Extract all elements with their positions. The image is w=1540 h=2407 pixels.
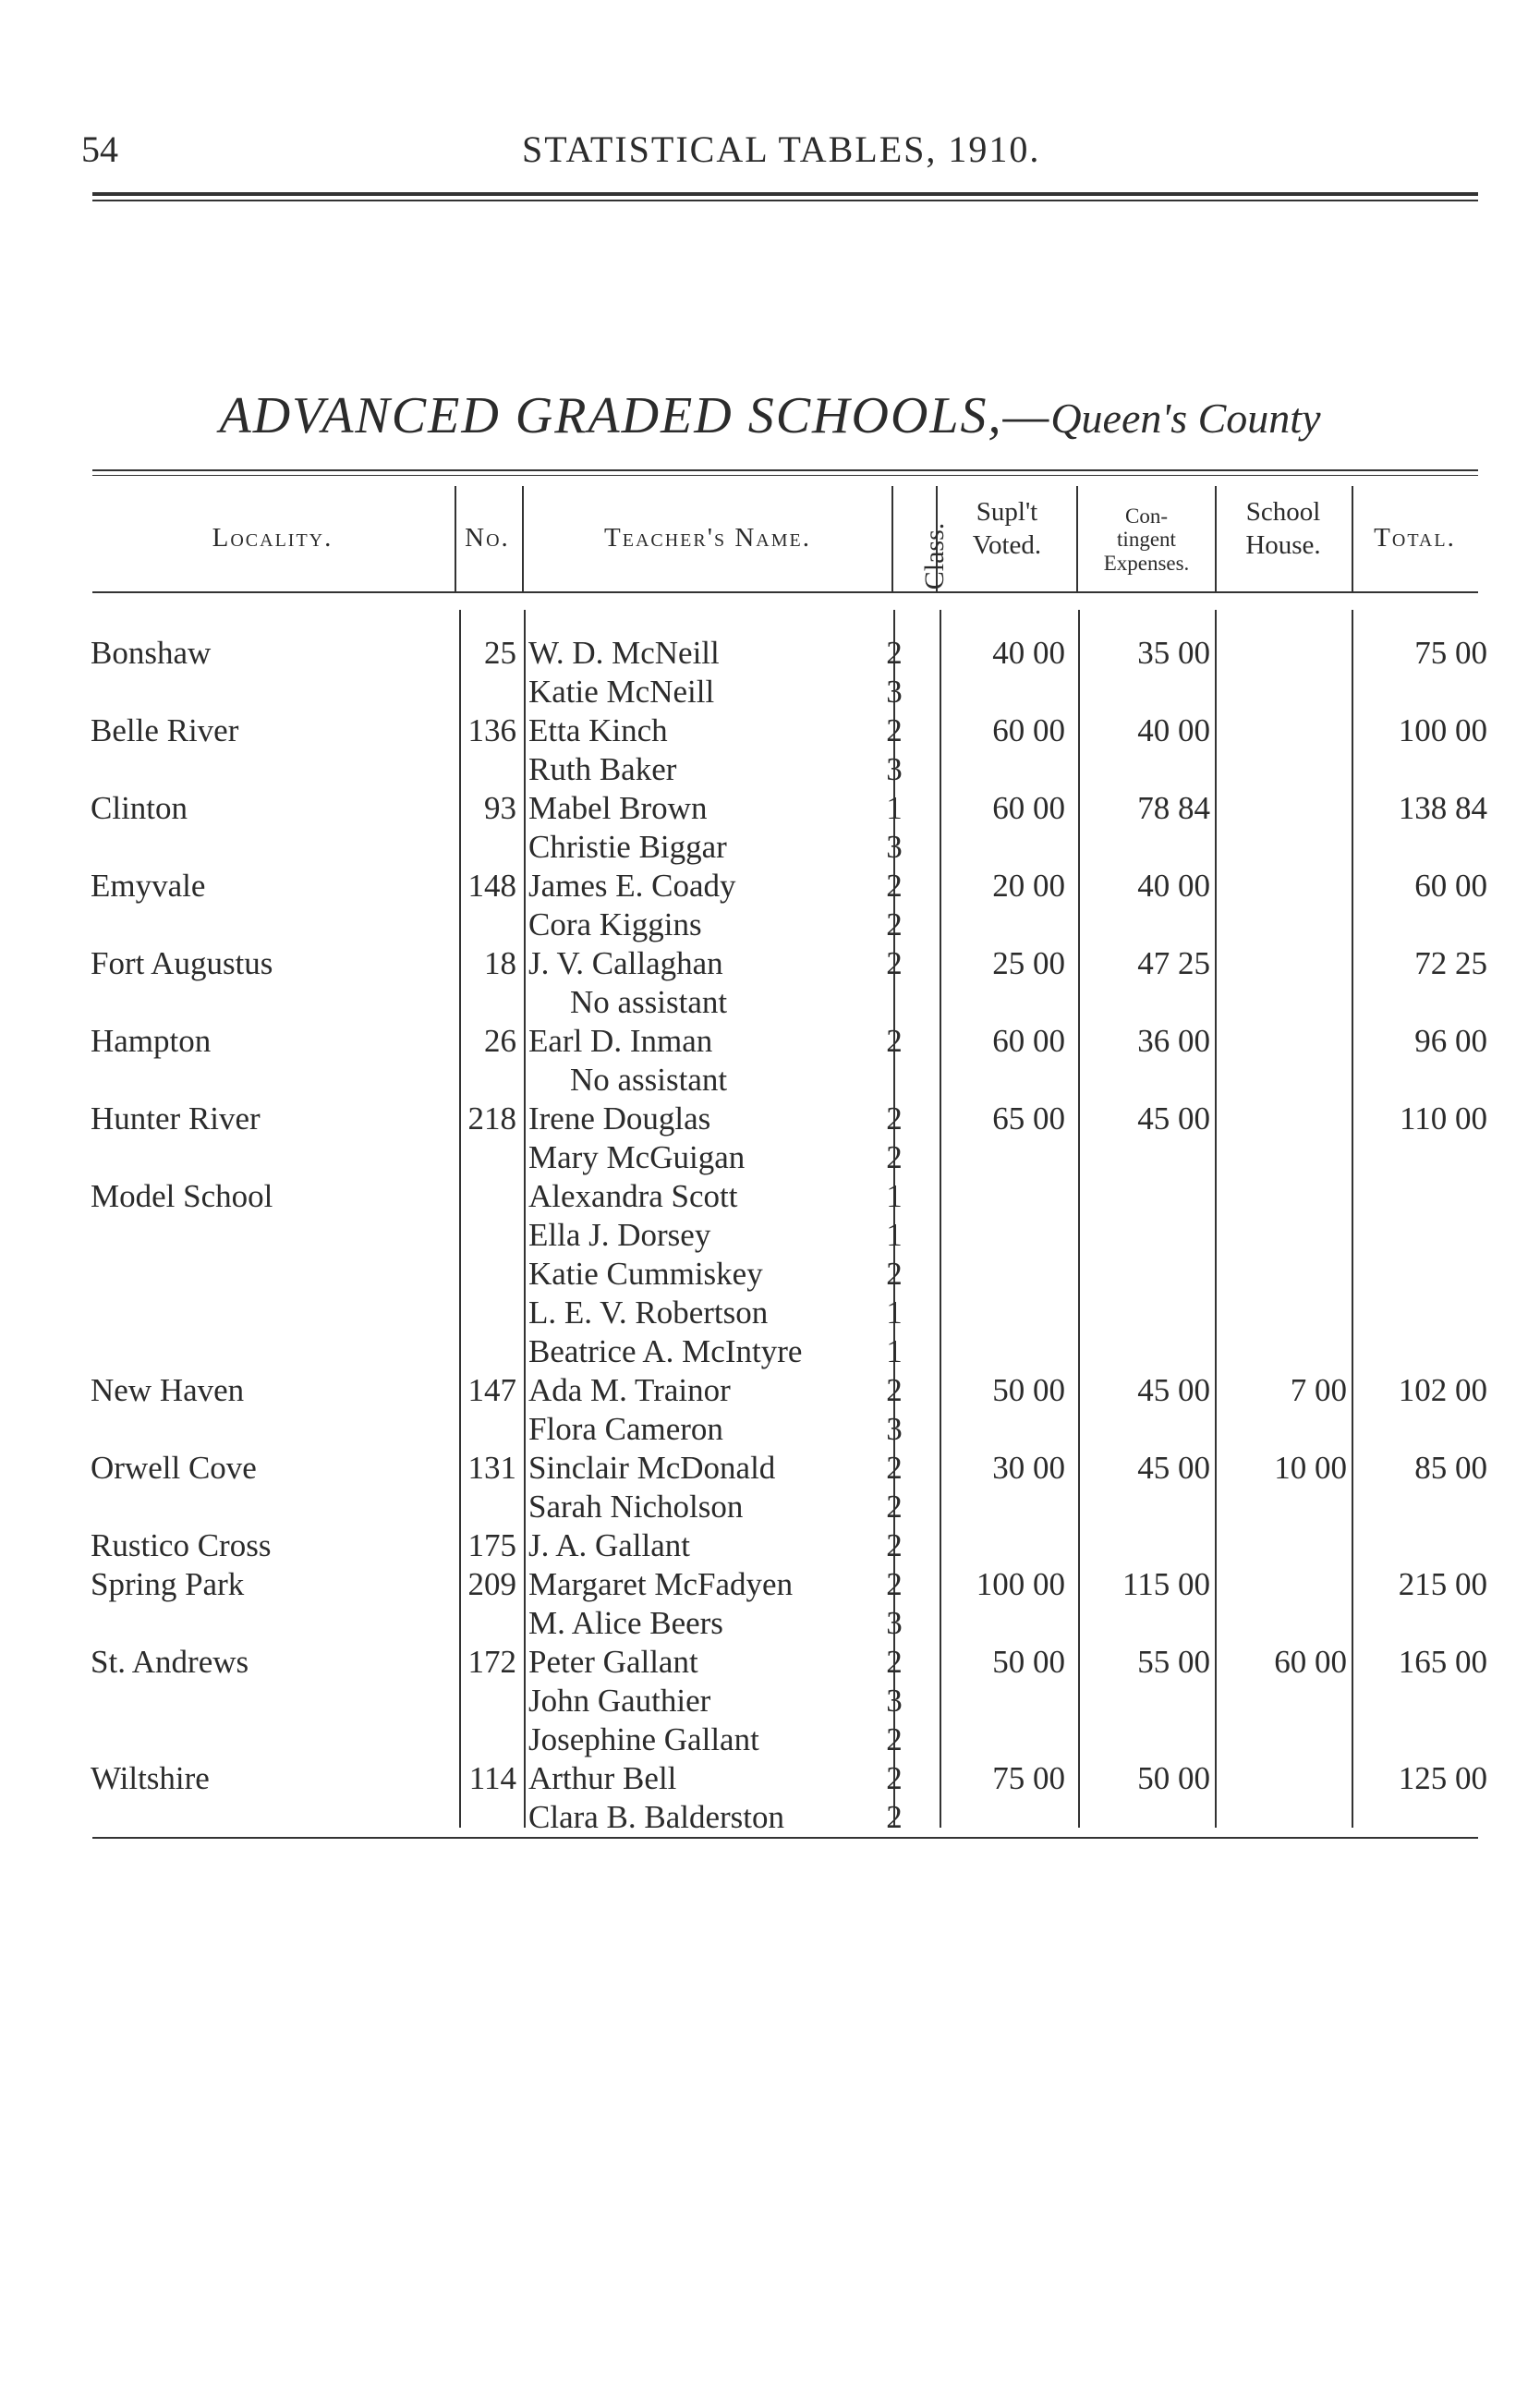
teacher-name-cell: Katie McNeill [528, 674, 715, 710]
header-bottom-rule [92, 591, 1478, 593]
table-row [0, 1759, 1540, 1798]
class-cell: 1 [886, 1178, 903, 1214]
class-cell: 2 [886, 1139, 903, 1175]
contingent-cell: 45 00 [1137, 1100, 1210, 1137]
table-row [0, 1526, 1540, 1565]
contingent-cell: 45 00 [1137, 1450, 1210, 1486]
total-cell: 96 00 [1414, 1023, 1487, 1059]
table-row [0, 711, 1540, 750]
class-cell: 2 [886, 906, 903, 942]
supl-voted-cell: 30 00 [992, 1450, 1065, 1486]
col-header-school-line1: School [1245, 497, 1321, 527]
table-top-rule-thin [92, 475, 1478, 476]
class-cell: 2 [886, 945, 903, 981]
school-no-cell: 148 [467, 868, 516, 904]
supl-voted-cell: 40 00 [992, 635, 1065, 671]
col-header-no: No. [465, 523, 510, 553]
locality-cell: Bonshaw [91, 635, 212, 671]
class-cell: 2 [886, 868, 903, 904]
school-no-cell: 175 [467, 1527, 516, 1563]
teacher-name-cell: Peter Gallant [528, 1644, 698, 1680]
class-cell: 3 [886, 1411, 903, 1447]
total-cell: 138 84 [1398, 790, 1487, 826]
supl-voted-cell: 60 00 [992, 712, 1065, 748]
teacher-name-cell: Sarah Nicholson [528, 1489, 744, 1525]
supl-voted-cell: 65 00 [992, 1100, 1065, 1137]
locality-cell: Fort Augustus [91, 945, 273, 981]
class-cell: 2 [886, 1566, 903, 1602]
school-house-cell: 7 00 [1290, 1372, 1347, 1408]
contingent-cell: 36 00 [1137, 1023, 1210, 1059]
school-no-cell: 114 [468, 1760, 516, 1796]
table-row [0, 1138, 1540, 1177]
class-cell: 3 [886, 829, 903, 865]
page-number: 54 [81, 128, 118, 170]
locality-cell: Orwell Cove [91, 1450, 257, 1486]
supl-voted-cell: 60 00 [992, 790, 1065, 826]
class-cell: 2 [886, 712, 903, 748]
table-row [0, 1061, 1540, 1100]
teacher-name-cell: J. V. Callaghan [528, 945, 723, 981]
teacher-name-cell: Ada M. Trainor [528, 1372, 731, 1408]
class-cell: 2 [886, 1450, 903, 1486]
teacher-name-cell: Etta Kinch [528, 712, 668, 748]
teacher-name-cell: L. E. V. Robertson [528, 1295, 769, 1331]
total-cell: 102 00 [1398, 1372, 1487, 1408]
col-header-school-line2: House. [1245, 530, 1321, 561]
col-header-supl [938, 495, 1076, 563]
teacher-name-cell: Cora Kiggins [528, 906, 702, 942]
locality-cell: Model School [91, 1178, 273, 1214]
supl-voted-cell: 50 00 [992, 1644, 1065, 1680]
total-cell: 75 00 [1414, 635, 1487, 671]
locality-cell: Wiltshire [91, 1760, 210, 1796]
class-cell: 2 [886, 1799, 903, 1835]
total-cell: 72 25 [1414, 945, 1487, 981]
table-row [0, 1798, 1540, 1837]
teacher-name-cell: Mabel Brown [528, 790, 708, 826]
class-cell: 2 [886, 1489, 903, 1525]
table-row [0, 867, 1540, 906]
contingent-cell: 50 00 [1137, 1760, 1210, 1796]
col-header-class: Class. [919, 522, 950, 590]
locality-cell: Rustico Cross [91, 1527, 272, 1563]
table-row [0, 1410, 1540, 1449]
total-cell: 165 00 [1398, 1644, 1487, 1680]
teacher-name-cell: Irene Douglas [528, 1100, 711, 1137]
school-no-cell: 147 [467, 1372, 516, 1408]
school-no-cell: 136 [467, 712, 516, 748]
header-rule-thin [92, 200, 1478, 201]
table-row [0, 1022, 1540, 1061]
class-cell: 1 [886, 1333, 903, 1369]
teacher-name-cell: Ruth Baker [528, 751, 677, 787]
contingent-cell: 47 25 [1137, 945, 1210, 981]
table-row [0, 1216, 1540, 1255]
header-rule [92, 192, 1478, 196]
teacher-name-cell: Mary McGuigan [528, 1139, 746, 1175]
table-row [0, 634, 1540, 673]
teacher-name-cell: W. D. McNeill [528, 635, 720, 671]
table-row [0, 750, 1540, 789]
class-cell: 3 [886, 1605, 903, 1641]
school-no-cell: 93 [484, 790, 516, 826]
class-cell: 2 [886, 1644, 903, 1680]
contingent-cell: 40 00 [1137, 712, 1210, 748]
table-row [0, 1100, 1540, 1138]
col-header-teacher: Teacher's Name. [604, 523, 811, 553]
supl-voted-cell: 20 00 [992, 868, 1065, 904]
col-header-school [1215, 495, 1352, 563]
school-no-cell: 218 [467, 1100, 516, 1137]
col-header-total: Total. [1374, 523, 1456, 553]
table-row [0, 1682, 1540, 1720]
teacher-name-cell: Katie Cummiskey [528, 1256, 763, 1292]
teacher-name-cell: James E. Coady [528, 868, 736, 904]
class-cell: 2 [886, 1372, 903, 1408]
total-cell: 125 00 [1398, 1760, 1487, 1796]
class-cell: 2 [886, 1760, 903, 1796]
teacher-name-cell: Arthur Bell [528, 1760, 677, 1796]
locality-cell: Belle River [91, 712, 239, 748]
running-title: STATISTICAL TABLES, 1910. [522, 128, 1041, 170]
teacher-name-cell: Josephine Gallant [528, 1721, 759, 1757]
table-row [0, 944, 1540, 983]
class-cell: 2 [886, 635, 903, 671]
contingent-cell: 115 00 [1122, 1566, 1210, 1602]
locality-cell: Clinton [91, 790, 188, 826]
col-header-supl-line1: Supl't [976, 497, 1038, 527]
table-row [0, 1488, 1540, 1526]
school-no-cell: 209 [467, 1566, 516, 1602]
school-house-cell: 60 00 [1274, 1644, 1347, 1680]
table-row [0, 789, 1540, 828]
table-row [0, 1332, 1540, 1371]
school-no-cell: 18 [484, 945, 516, 981]
section-county: Queen's County [1050, 395, 1321, 442]
total-cell: 60 00 [1414, 868, 1487, 904]
class-cell: 1 [886, 790, 903, 826]
contingent-cell: 45 00 [1137, 1372, 1210, 1408]
teacher-name-cell: Clara B. Balderston [528, 1799, 785, 1835]
class-cell: 1 [886, 1295, 903, 1331]
class-cell: 3 [886, 751, 903, 787]
locality-cell: New Haven [91, 1372, 245, 1408]
table-row [0, 1371, 1540, 1410]
teacher-name-cell: M. Alice Beers [528, 1605, 723, 1641]
locality-cell: St. Andrews [91, 1644, 249, 1680]
supl-voted-cell: 60 00 [992, 1023, 1065, 1059]
section-title-text: ADVANCED GRADED SCHOOLS,— [219, 387, 1051, 444]
teacher-name-cell: Beatrice A. McIntyre [528, 1333, 803, 1369]
col-header-contingent [1078, 504, 1215, 575]
class-cell: 2 [886, 1100, 903, 1137]
teacher-name-cell: John Gauthier [528, 1683, 711, 1719]
total-cell: 85 00 [1414, 1450, 1487, 1486]
class-cell: 2 [886, 1023, 903, 1059]
table-row [0, 1449, 1540, 1488]
table-row [0, 673, 1540, 711]
teacher-name-cell: No assistant [570, 984, 728, 1020]
col-header-cont-line2: tingent [1117, 528, 1176, 552]
teacher-name-cell: No assistant [570, 1062, 728, 1098]
teacher-name-cell: Alexandra Scott [528, 1178, 738, 1214]
table-row [0, 906, 1540, 944]
teacher-name-cell: Christie Biggar [528, 829, 727, 865]
contingent-cell: 78 84 [1137, 790, 1210, 826]
school-house-cell: 10 00 [1274, 1450, 1347, 1486]
teacher-name-cell: Earl D. Inman [528, 1023, 713, 1059]
table-row [0, 828, 1540, 867]
section-title [0, 386, 1540, 445]
total-cell: 110 00 [1400, 1100, 1487, 1137]
total-cell: 215 00 [1398, 1566, 1487, 1602]
locality-cell: Hunter River [91, 1100, 261, 1137]
locality-cell: Hampton [91, 1023, 212, 1059]
table-row [0, 1177, 1540, 1216]
locality-cell: Emyvale [91, 868, 206, 904]
supl-voted-cell: 50 00 [992, 1372, 1065, 1408]
class-cell: 2 [886, 1527, 903, 1563]
contingent-cell: 40 00 [1137, 868, 1210, 904]
class-cell: 1 [886, 1217, 903, 1253]
school-no-cell: 25 [484, 635, 516, 671]
supl-voted-cell: 25 00 [992, 945, 1065, 981]
col-divider [891, 486, 893, 591]
col-header-supl-line2: Voted. [972, 530, 1042, 561]
teacher-name-cell: Sinclair McDonald [528, 1450, 776, 1486]
table-bottom-rule [92, 1837, 1478, 1839]
school-no-cell: 26 [484, 1023, 516, 1059]
class-cell: 2 [886, 1721, 903, 1757]
total-cell: 100 00 [1398, 712, 1487, 748]
class-cell: 3 [886, 674, 903, 710]
contingent-cell: 35 00 [1137, 635, 1210, 671]
col-header-cont-line3: Expenses. [1103, 551, 1190, 575]
table-top-rule [92, 469, 1478, 471]
contingent-cell: 55 00 [1137, 1644, 1210, 1680]
teacher-name-cell: J. A. Gallant [528, 1527, 690, 1563]
supl-voted-cell: 75 00 [992, 1760, 1065, 1796]
table-row [0, 1604, 1540, 1643]
teacher-name-cell: Ella J. Dorsey [528, 1217, 711, 1253]
table-row [0, 1255, 1540, 1294]
supl-voted-cell: 100 00 [976, 1566, 1065, 1602]
table-row [0, 1565, 1540, 1604]
class-cell: 3 [886, 1683, 903, 1719]
col-header-cont-line1: Con- [1125, 504, 1168, 528]
locality-cell: Spring Park [91, 1566, 245, 1602]
table-row [0, 1294, 1540, 1332]
table-row [0, 1643, 1540, 1682]
col-header-locality: Locality. [212, 523, 333, 553]
school-no-cell: 131 [467, 1450, 516, 1486]
class-cell: 2 [886, 1256, 903, 1292]
table-row [0, 1720, 1540, 1759]
teacher-name-cell: Margaret McFadyen [528, 1566, 794, 1602]
school-no-cell: 172 [467, 1644, 516, 1680]
teacher-name-cell: Flora Cameron [528, 1411, 723, 1447]
table-row [0, 983, 1540, 1022]
